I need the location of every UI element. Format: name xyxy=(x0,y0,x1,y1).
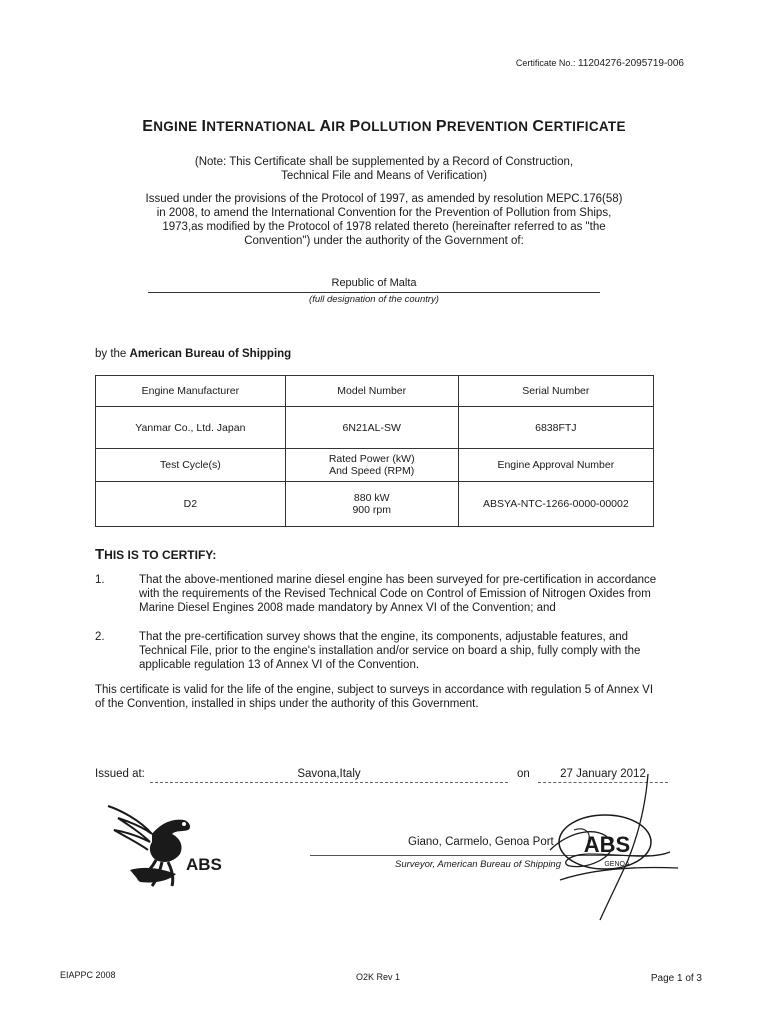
validity-statement: This certificate is valid for the life of the engine, subject to surveys in accordance with regulation 5 of Annex VI of the Convention, installed in ships under the authority of this Government. xyxy=(95,684,654,710)
handwritten-signature xyxy=(530,770,680,940)
header-test-cycles: Test Cycle(s) xyxy=(96,449,286,482)
engine-approval-number: ABSYA-NTC-1266-0000-00002 xyxy=(458,482,653,527)
test-cycle: D2 xyxy=(96,482,286,527)
document-title: ENGINE INTERNATIONAL AIR POLLUTION PREVENTION CERTIFICATE xyxy=(142,118,626,135)
page-number: Page 1 of 3 xyxy=(650,973,702,984)
on-label: on xyxy=(517,768,530,780)
certify-item-2: 2. That the pre-certification survey shows that the engine, its components, adjustable features, and Technical File, prior to the engine's installation and/or service on board a ship, fully comply with the applicable regulation 13 of Annex VI of the Convention. xyxy=(95,631,641,671)
header-engine-manufacturer: Engine Manufacturer xyxy=(96,376,286,407)
header-engine-approval-number: Engine Approval Number xyxy=(458,449,653,482)
certify-item-1: 1. That the above-mentioned marine diesel engine has been surveyed for pre-certification in accordance with the requirements of the Revised Technical Code on Control of Emission of Nitrogen Oxides from Marine Diesel Engines 2008 made mandatory by Annex VI of the Convention; and xyxy=(95,574,657,614)
certify-heading: THIS IS TO CERTIFY: xyxy=(95,546,217,563)
table-row xyxy=(96,407,654,449)
engine-details-table xyxy=(95,375,654,527)
eagle-icon xyxy=(100,800,230,890)
issued-under-paragraph: Issued under the provisions of the Protocol of 1997, as amended by resolution MEPC.176(58) in 2008, to amend the International Convention for the Prevention of Pollution from Ships, 1973,as modified by the Protocol of 1978 related thereto (hereinafter referred to as "the Convention") under the authority of the Government of: xyxy=(145,193,623,247)
serial-number: 6838FTJ xyxy=(458,407,653,449)
header-serial-number: Serial Number xyxy=(458,376,653,407)
country-underline xyxy=(148,292,600,293)
footer-form-id: EIAPPC 2008 xyxy=(60,970,116,980)
engine-manufacturer: Yanmar Co., Ltd. Japan xyxy=(96,407,286,449)
certificate-number: Certificate No.: 11204276-2095719-006 xyxy=(515,58,684,69)
svg-text:ABS: ABS xyxy=(583,832,631,857)
model-number: 6N21AL-SW xyxy=(285,407,458,449)
table-row xyxy=(96,449,654,482)
abs-logo-text: ABS xyxy=(186,855,222,874)
issue-date: 27 January 2012 xyxy=(560,768,646,780)
note: (Note: This Certificate shall be supplemented by a Record of Construction, Technical File and Means of Verification) xyxy=(194,156,574,182)
issuing-organization: by the American Bureau of Shipping xyxy=(95,348,292,360)
surveyor-name: Giano, Carmelo, Genoa Port xyxy=(408,836,554,848)
header-model-number: Model Number xyxy=(285,376,458,407)
footer-revision: O2K Rev 1 xyxy=(356,972,401,982)
svg-text:GENOA: GENOA xyxy=(604,861,630,868)
table-row xyxy=(96,376,654,407)
table-row xyxy=(96,482,654,527)
issued-at-label: Issued at: xyxy=(95,768,145,780)
surveyor-role: Surveyor, American Bureau of Shipping xyxy=(395,859,561,870)
issued-place: Savona,Italy xyxy=(297,768,361,780)
rated-power: 880 kW 900 rpm xyxy=(285,482,458,527)
country-caption: (full designation of the country) xyxy=(309,294,439,305)
country-value: Republic of Malta xyxy=(331,277,417,289)
header-rated-power: Rated Power (kW) And Speed (RPM) xyxy=(285,449,458,482)
place-underline xyxy=(150,782,508,783)
